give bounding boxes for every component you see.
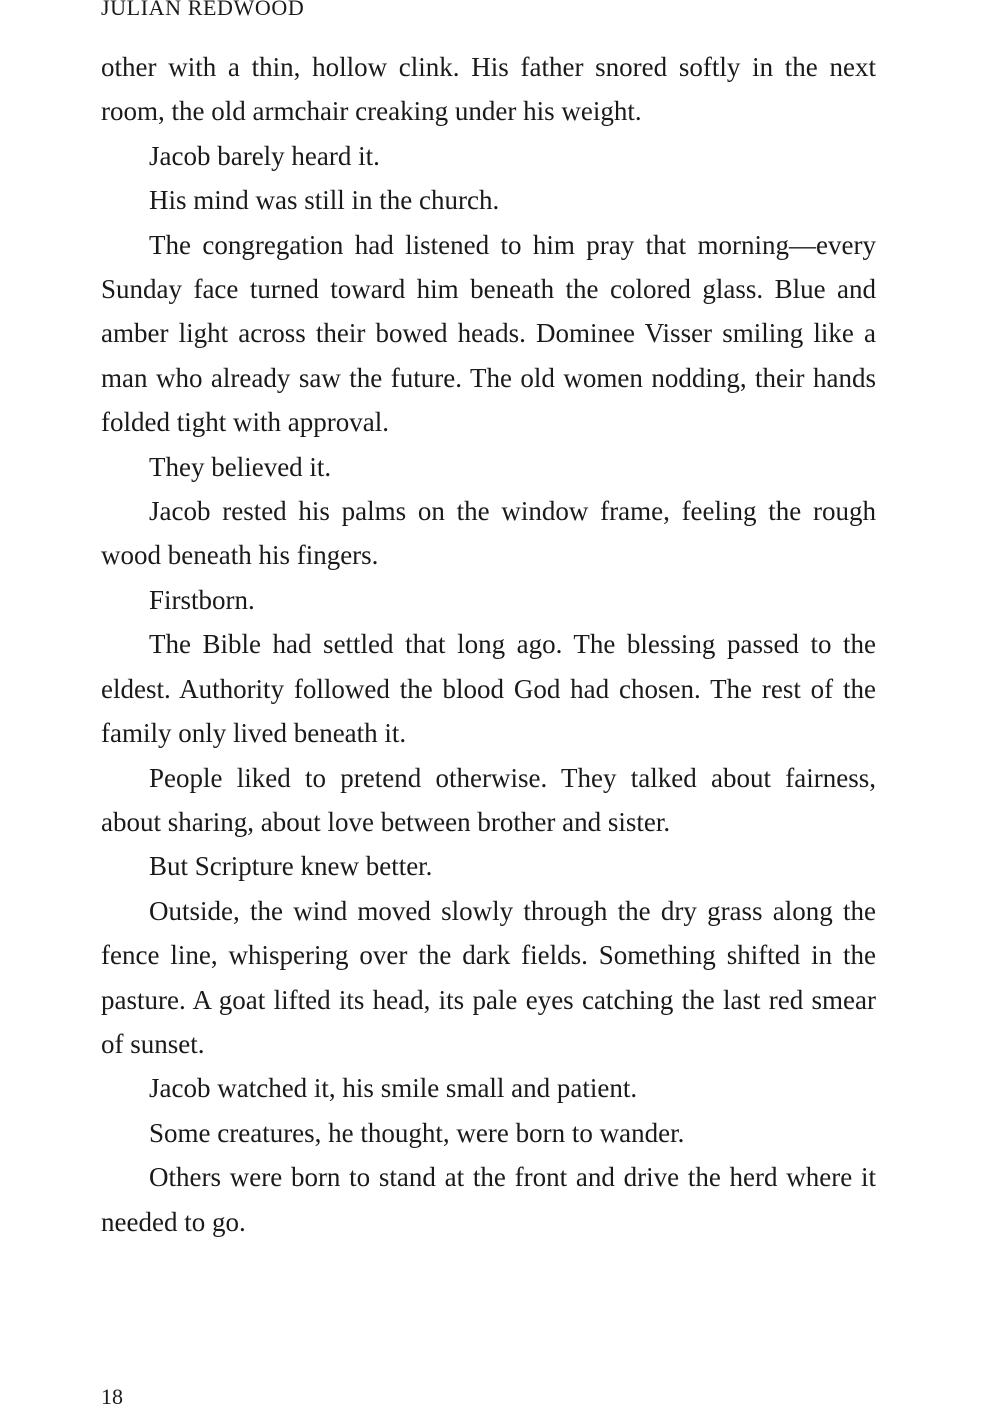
paragraph: Jacob watched it, his smile small and patient.	[149, 1073, 638, 1104]
paragraph: other with a thin, hollow clink. His father snored softly in the next room, the old armchair creaking under his weight.	[101, 52, 876, 127]
paragraph: Jacob rested his palms on the window frame, feeling the rough wood beneath his fingers.	[101, 496, 876, 571]
paragraph: Jacob barely heard it.	[149, 140, 380, 171]
page-number: 18	[101, 1384, 123, 1409]
paragraph: Outside, the wind moved slowly through the dry grass along the fence line, whispering over the dark fields. Something shifted in the pasture. A goat lifted its head, its pale eyes catching the last red smear of sunset.	[101, 895, 876, 1059]
paragraph: Others were born to stand at the front and drive the herd where it needed to go.	[101, 1162, 876, 1237]
paragraph: They believed it.	[149, 451, 332, 482]
running-header: JULIAN REDWOOD	[101, 0, 305, 20]
paragraph: But Scripture knew better.	[149, 851, 433, 882]
paragraph: His mind was still in the church.	[149, 185, 500, 216]
paragraph: Some creatures, he thought, were born to wander.	[149, 1117, 685, 1148]
body-text	[101, 45, 876, 1244]
paragraph: People liked to pretend otherwise. They talked about fairness, about sharing, about love between brother and sister.	[101, 762, 876, 837]
paragraph: The Bible had settled that long ago. The blessing passed to the eldest. Authority followed the blood God had chosen. The rest of the family only lived beneath it.	[101, 629, 876, 749]
paragraph: The congregation had listened to him pray that morning—every Sunday face turned toward him beneath the colored glass. Blue and amber light across their bowed heads. Dominee Visser smiling like a man who already saw the future. The old women nodding, their hands folded tight with approval.	[101, 229, 876, 438]
paragraph: Firstborn.	[149, 584, 255, 615]
